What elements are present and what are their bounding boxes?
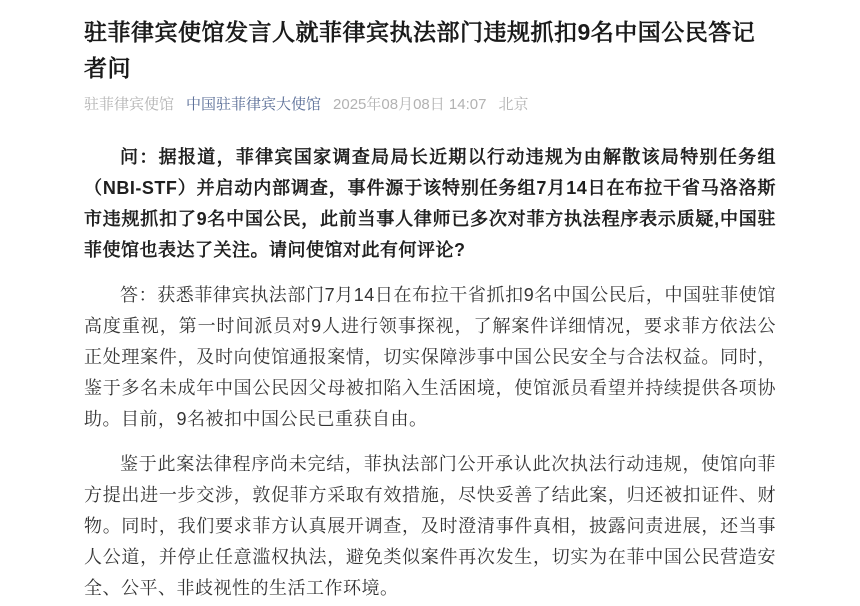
author-name: 驻菲律宾使馆 <box>84 96 175 113</box>
article-title: 驻菲律宾使馆发言人就菲律宾执法部门违规抓扣9名中国公民答记者问 <box>84 19 756 81</box>
article-content <box>84 142 776 604</box>
publish-datetime: 2025年08月08日 14:07 <box>333 96 487 113</box>
answer-paragraph-2: 鉴于此案法律程序尚未完结，菲执法部门公开承认此次执法行动违规，使馆向菲方提出进一步交涉，敦促菲方采取有效措施，尽快妥善了结此案，归还被扣证件、财物。同时，我们要求菲方认真展开调查，及时澄清事件真相，披露问责进展，还当事人公道，并停止任意滥权执法，避免类似案件再次发生，切实为在菲中国公民营造安全、公平、非歧视性的生活工作环境。 <box>84 454 776 598</box>
answer-paragraph-1: 答：获悉菲律宾执法部门7月14日在布拉干省抓扣9名中国公民后，中国驻菲使馆高度重视，第一时间派员对9人进行领事探视，了解案件详细情况，要求菲方依法公正处理案件，及时向使馆通报案情，切实保障涉事中国公民安全与合法权益。同时，鉴于多名未成年中国公民因父母被扣陷入生活困境，使馆派员看望并持续提供各项协助。目前，9名被扣中国公民已重获自由。 <box>84 285 776 429</box>
article-meta <box>84 94 776 115</box>
publish-location: 北京 <box>498 96 529 113</box>
account-name-link[interactable]: 中国驻菲律宾大使馆 <box>186 96 322 113</box>
question-paragraph: 问：据报道，菲律宾国家调查局局长近期以行动违规为由解散该局特别任务组（NBI-STF）并启动内部调查，事件源于该特别任务组7月14日在布拉干省马洛洛斯市违规抓扣了9名中国公民，此前当事人律师已多次对菲方执法程序表示质疑,中国驻菲使馆也表达了关注。请问使馆对此有何评论? <box>84 147 776 260</box>
